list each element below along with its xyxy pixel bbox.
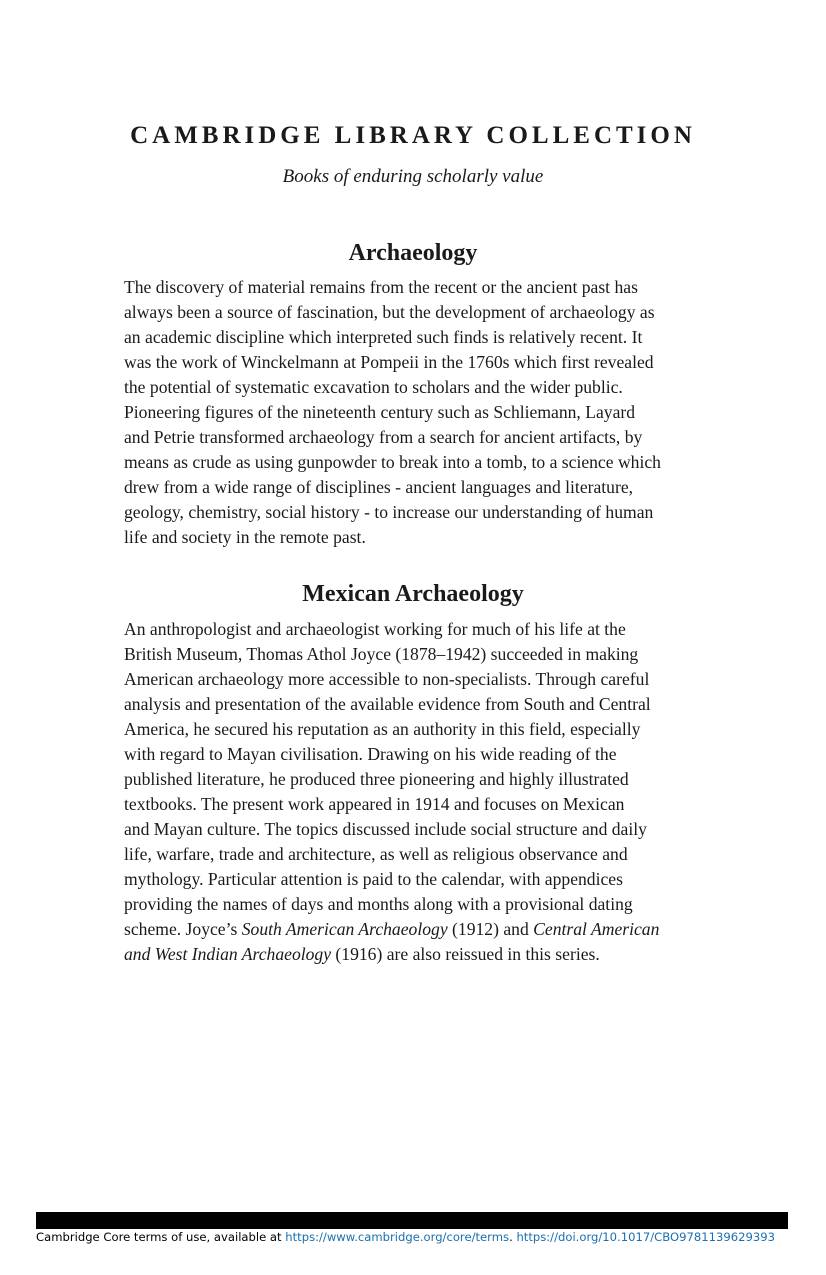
series-title: CAMBRIDGE LIBRARY COLLECTION	[130, 122, 696, 149]
text-line: Pioneering figures of the nineteenth century such as Schliemann, Layard	[124, 402, 636, 422]
mexican-archaeology-paragraph	[124, 617, 702, 967]
text-line: geology, chemistry, social history - to increase our understanding of human	[124, 502, 654, 522]
text-line	[124, 942, 702, 967]
text-line: An anthropologist and archaeologist working for much of his life at the	[124, 619, 626, 639]
mexican-archaeology-heading: Mexican Archaeology	[302, 581, 524, 607]
text-line: The discovery of material remains from the recent or the ancient past has	[124, 277, 638, 297]
doi-link[interactable]: https://doi.org/10.1017/CBO9781139629393	[516, 1230, 775, 1244]
text-line: the potential of systematic excavation to scholars and the wider public.	[124, 377, 623, 397]
text-line: published literature, he produced three pioneering and highly illustrated	[124, 769, 629, 789]
text-line: life, warfare, trade and architecture, as well as religious observance and	[124, 844, 628, 864]
text-segment: (1916) are also reissued in this series.	[331, 944, 600, 964]
text-line: always been a source of fascination, but the development of archaeology as	[124, 302, 655, 322]
footer-prefix: Cambridge Core terms of use, available at	[36, 1230, 286, 1244]
text-line	[124, 917, 702, 942]
text-line: an academic discipline which interpreted such finds is relatively recent. It	[124, 327, 643, 347]
text-line: and Mayan culture. The topics discussed include social structure and daily	[124, 819, 647, 839]
text-line: textbooks. The present work appeared in 1914 and focuses on Mexican	[124, 794, 625, 814]
footer-separator: .	[509, 1230, 517, 1244]
text-line: analysis and presentation of the available evidence from South and Central	[124, 694, 651, 714]
text-line: life and society in the remote past.	[124, 527, 366, 547]
terms-link[interactable]: https://www.cambridge.org/core/terms	[285, 1230, 510, 1244]
text-line: providing the names of days and months along with a provisional dating	[124, 894, 633, 914]
book-title-west-indian: and West Indian Archaeology	[124, 944, 332, 964]
book-title-south-american: South American Archaeology	[241, 919, 448, 939]
footer-notice	[36, 1229, 796, 1245]
book-title-central-american: Central American	[533, 919, 660, 939]
archaeology-heading: Archaeology	[348, 240, 478, 266]
text-line: drew from a wide range of disciplines - ancient languages and literature,	[124, 477, 634, 497]
text-line: and Petrie transformed archaeology from a search for ancient artifacts, by	[124, 427, 643, 447]
text-segment: scheme. Joyce’s	[124, 919, 242, 939]
text-line: with regard to Mayan civilisation. Drawing on his wide reading of the	[124, 744, 617, 764]
text-line: mythology. Particular attention is paid to the calendar, with appendices	[124, 869, 623, 889]
text-line: American archaeology more accessible to non-specialists. Through careful	[124, 669, 650, 689]
text-line: British Museum, Thomas Athol Joyce (1878–1942) succeeded in making	[124, 644, 639, 664]
footer-bar	[36, 1212, 788, 1229]
text-line: means as crude as using gunpowder to break into a tomb, to a science which	[124, 452, 661, 472]
text-line: was the work of Winckelmann at Pompeii in the 1760s which first revealed	[124, 352, 654, 372]
archaeology-paragraph	[124, 275, 702, 550]
text-line: America, he secured his reputation as an authority in this field, especially	[124, 719, 641, 739]
series-subtitle: Books of enduring scholarly value	[282, 166, 544, 187]
text-segment: (1912) and	[447, 919, 534, 939]
